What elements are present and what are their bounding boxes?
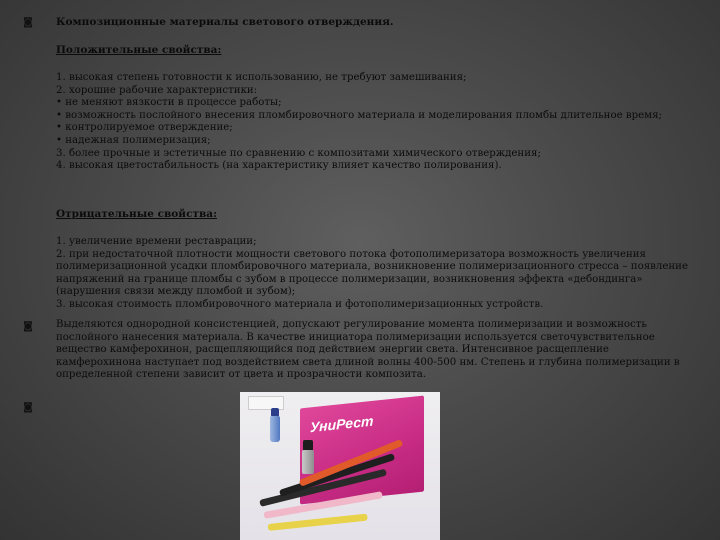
slide-title: Композиционные материалы светового отверждения.	[56, 16, 394, 28]
positive-list	[56, 72, 692, 173]
syringe-icon	[268, 514, 368, 531]
bottle-icon	[270, 416, 280, 442]
bottle2-icon	[302, 450, 314, 474]
product-photo	[240, 392, 440, 540]
positive-heading: Положительные свойства:	[56, 44, 222, 56]
list-item: 4. высокая цветостабильность (на характеристику влияет качество полирования).	[56, 160, 502, 172]
bullet-2-icon: ◙	[23, 321, 33, 332]
bullet-1-icon: ◙	[23, 17, 33, 28]
paragraph-text: Выделяются однородной консистенцией, допускают регулирование момента полимеризации и возможность послойного нанесения материала. В качестве инициатора полимеризации используется светочувствительное вещество камферохинон, расщепляющийся под действием энергии света. Интенсивное расщепление камферохинона наступает под воздействием света длиной волны 400-500 нм. Степень и глубина полимеризации в определенной степени зависит от цвета и прозрачности композита.	[56, 319, 680, 381]
list-item: • контролируемое отверждение;	[56, 122, 233, 134]
list-item: • надежная полимеризация;	[56, 134, 211, 146]
list-item: • возможность послойного внесения пломбировочного материала и моделирования пломбы длительное время;	[56, 109, 662, 121]
list-item: 1. увеличение времени реставрации;	[56, 236, 257, 247]
list-item: 2. при недостаточной плотности мощности светового потока фотополимеризатора возможность увеличения полимеризационной усадки пломбировочного материала, возникновение полимеризационного стресса – появление напряжений на границе пломбы с зубом в процессе полимеризации, возникновения эффекта «дебондинга» (нарушения связи между пломбой и зубом);	[56, 248, 688, 298]
bullet-3-icon: ◙	[23, 402, 33, 413]
list-item: 1. высокая степень готовности к использованию, не требуют замешивания;	[56, 72, 467, 83]
negative-heading: Отрицательные свойства:	[56, 208, 217, 220]
list-item: 3. более прочные и эстетичные по сравнению с композитами химического отверждения;	[56, 147, 541, 159]
list-item: • не меняют вязкости в процессе работы;	[56, 97, 282, 109]
product-name: УниРест	[310, 412, 374, 436]
negative-list	[56, 236, 692, 312]
list-item: 2. хорошие рабочие характеристики:	[56, 84, 258, 96]
list-item: 3. высокая стоимость пломбировочного материала и фотополимеризационных устройств.	[56, 298, 544, 310]
